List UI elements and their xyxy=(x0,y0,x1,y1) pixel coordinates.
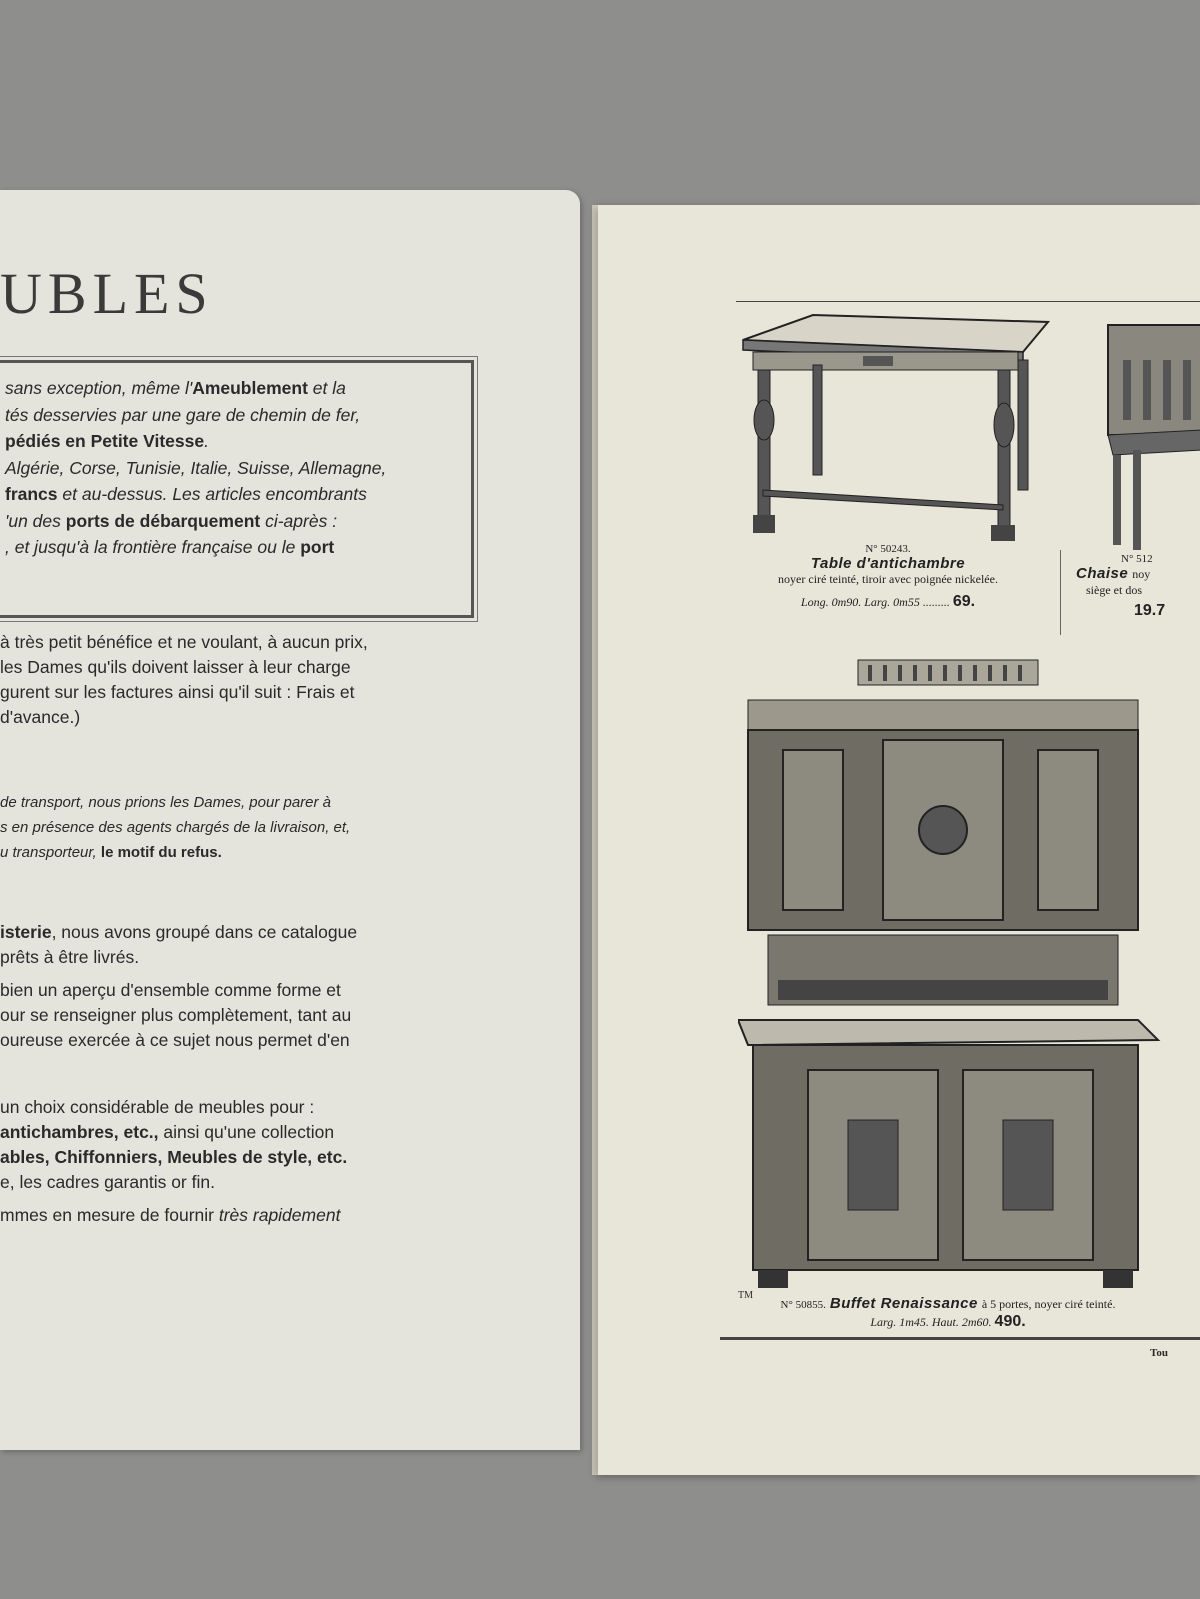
shipping-notice-box xyxy=(0,360,474,618)
box-line: tés desservies par une gare de chemin de fer, xyxy=(5,404,361,425)
item-number: N° 50855. xyxy=(780,1299,826,1311)
footer-text: Tou xyxy=(1150,1347,1168,1359)
left-page xyxy=(0,190,580,1450)
text-line: d'avance.) xyxy=(0,707,81,727)
text-line: oureuse exercée à ce sujet nous permet d'en xyxy=(0,1030,350,1050)
item-description: noyer ciré teinté, tiroir avec poignée nickelée. xyxy=(778,572,998,586)
text-line: les Dames qu'ils doivent laisser à leur charge xyxy=(0,657,351,677)
text-line: à très petit bénéfice et ne voulant, à aucun prix, xyxy=(0,632,368,652)
item-name: Chaise xyxy=(1076,565,1129,582)
box-line: francs et au-dessus. Les articles encombrants xyxy=(5,484,367,504)
buffet-illustration xyxy=(738,650,1163,1290)
box-line: 'un des ports de débarquement ci-après : xyxy=(5,510,338,531)
paragraph-catalogue xyxy=(0,920,357,1053)
box-line: sans exception, même l'Ameublement et la xyxy=(5,378,346,398)
item-description: à 5 portes, noyer ciré teinté. xyxy=(981,1297,1116,1311)
item-price: 490. xyxy=(994,1313,1026,1330)
text-line: isterie, nous avons groupé dans ce catalogue xyxy=(0,922,358,942)
right-page xyxy=(598,205,1200,1475)
text-line: prêts à être livrés. xyxy=(0,947,140,967)
box-line: , et jusqu'à la frontière française ou le port xyxy=(5,537,335,557)
text-line: s en présence des agents chargés de la livraison, et, xyxy=(0,819,351,836)
item-price: 69. xyxy=(952,593,976,610)
paragraph-transport xyxy=(0,790,350,865)
engraver-mark: TM xyxy=(738,1290,753,1301)
chair-illustration xyxy=(1103,320,1200,555)
paragraph-fees xyxy=(0,630,368,730)
text-line: our se renseigner plus complètement, tant au xyxy=(0,1005,352,1025)
item-description: siège et dos xyxy=(1086,583,1142,597)
box-line: pédiés en Petite Vitesse. xyxy=(5,431,209,451)
item-name: Table d'antichambre xyxy=(810,555,966,572)
text-line: e, les cadres garantis or fin. xyxy=(0,1172,215,1192)
text-line: u transporteur, le motif du refus. xyxy=(0,844,222,861)
item-name-tail: noy xyxy=(1132,567,1151,581)
buffet-caption xyxy=(713,1295,1183,1331)
text-line: mmes en mesure de fournir très rapidement xyxy=(0,1205,341,1225)
text-line: un choix considérable de meubles pour : xyxy=(0,1097,315,1117)
text-line: gurent sur les factures ainsi qu'il suit : Frais et xyxy=(0,682,355,702)
text-line: de transport, nous prions les Dames, pour parer à xyxy=(0,794,332,811)
top-rule xyxy=(736,301,1200,302)
text-line: bien un aperçu d'ensemble comme forme et xyxy=(0,980,341,1000)
table-caption xyxy=(718,543,1058,611)
item-dimensions xyxy=(718,593,1058,611)
item-number: N° 512 xyxy=(1121,553,1153,565)
bottom-rule xyxy=(720,1337,1200,1340)
paragraph-selection xyxy=(0,1095,347,1228)
item-name: Buffet Renaissance xyxy=(829,1295,978,1312)
item-number: N° 50243. xyxy=(865,543,911,555)
text-line: antichambres, etc., ainsi qu'une collection xyxy=(0,1122,335,1142)
item-price: 19.7 xyxy=(1134,602,1166,619)
dimensions-text: Long. 0m90. Larg. 0m55 ......... xyxy=(800,595,950,609)
chair-caption xyxy=(1076,553,1200,620)
column-divider xyxy=(1060,550,1061,635)
text-line: ables, Chiffonniers, Meubles de style, etc. xyxy=(0,1147,348,1167)
box-line: Algérie, Corse, Tunisie, Italie, Suisse, Allemagne, xyxy=(5,457,387,478)
table-illustration xyxy=(733,310,1053,545)
page-title: UBLES xyxy=(0,261,214,326)
dimensions-text: Larg. 1m45. Haut. 2m60. xyxy=(870,1315,992,1329)
